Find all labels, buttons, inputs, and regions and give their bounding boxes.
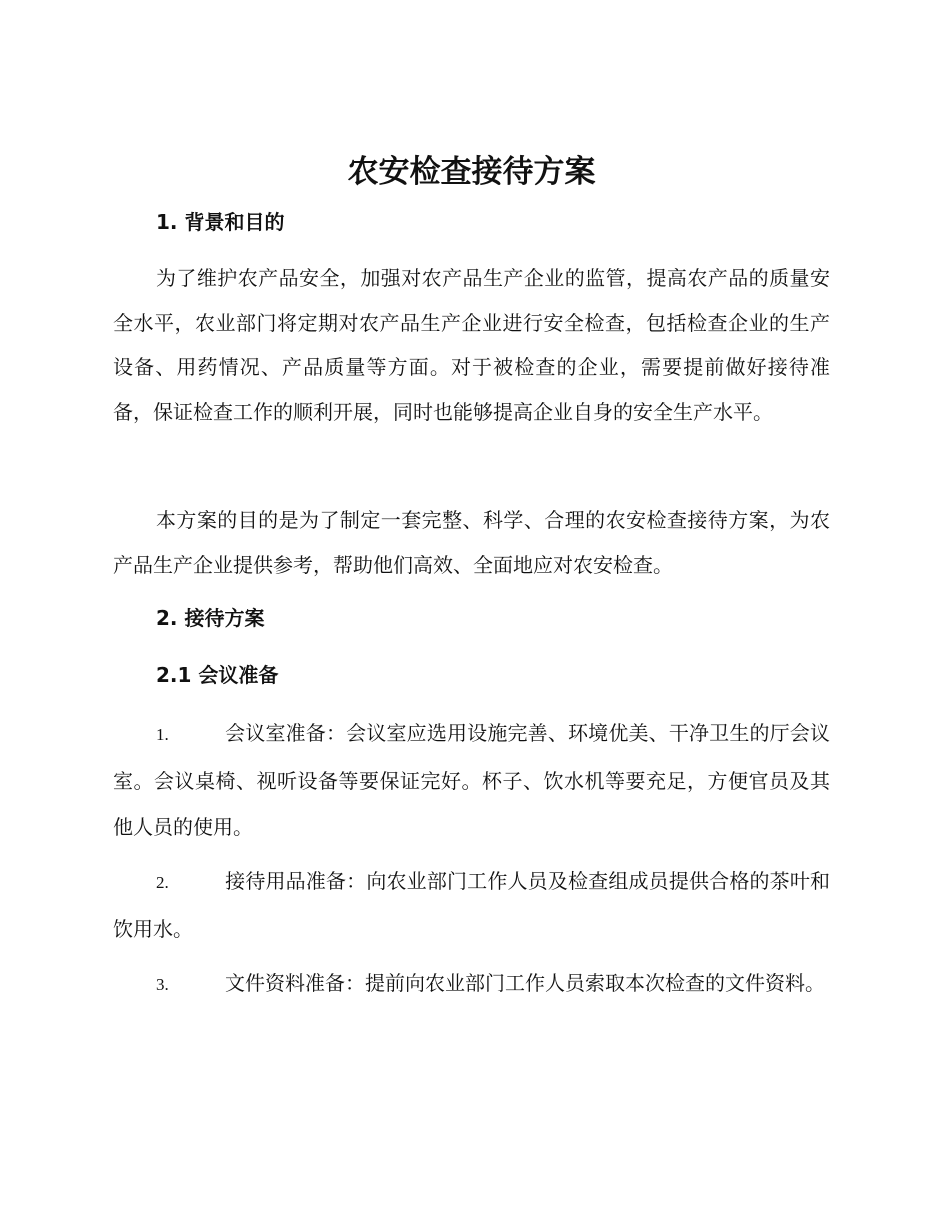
document-title: 农安检查接待方案 [347,154,596,190]
list-item-text: 会议室准备：会议室应选用设施完善、环境优美、干净卫生的厅会议室。会议桌椅、视听设备等要保证完好。杯子、饮水机等要充足，方便官员及其他人员的使用。 [113,721,830,839]
list-item [113,960,830,1008]
list-item-text: 接待用品准备：向农业部门工作人员及检查组成员提供合格的茶叶和饮用水。 [113,869,830,941]
list-item [113,858,830,952]
paragraph-purpose: 本方案的目的是为了制定一套完整、科学、合理的农安检查接待方案，为农产品生产企业提供参考，帮助他们高效、全面地应对农安检查。 [113,508,830,577]
list-item-text: 文件资料准备：提前向农业部门工作人员索取本次检查的文件资料。 [225,971,825,995]
section-heading-reception-plan: 2. 接待方案 [156,606,265,630]
list-item [113,710,830,850]
list-item-number: 3. [156,975,169,994]
list-item-number: 1. [156,725,169,744]
list-item-number: 2. [156,873,169,892]
paragraph-background: 为了维护农产品安全，加强对农产品生产企业的监管，提高农产品的质量安全水平，农业部门将定期对农产品生产企业进行安全检查，包括检查企业的生产设备、用药情况、产品质量等方面。对于被检查的企业，需要提前做好接待准备，保证检查工作的顺利开展，同时也能够提高企业自身的安全生产水平。 [113,266,830,424]
subsection-heading-meeting-prep: 2.1 会议准备 [156,663,279,687]
section-heading-background: 1. 背景和目的 [156,210,285,234]
